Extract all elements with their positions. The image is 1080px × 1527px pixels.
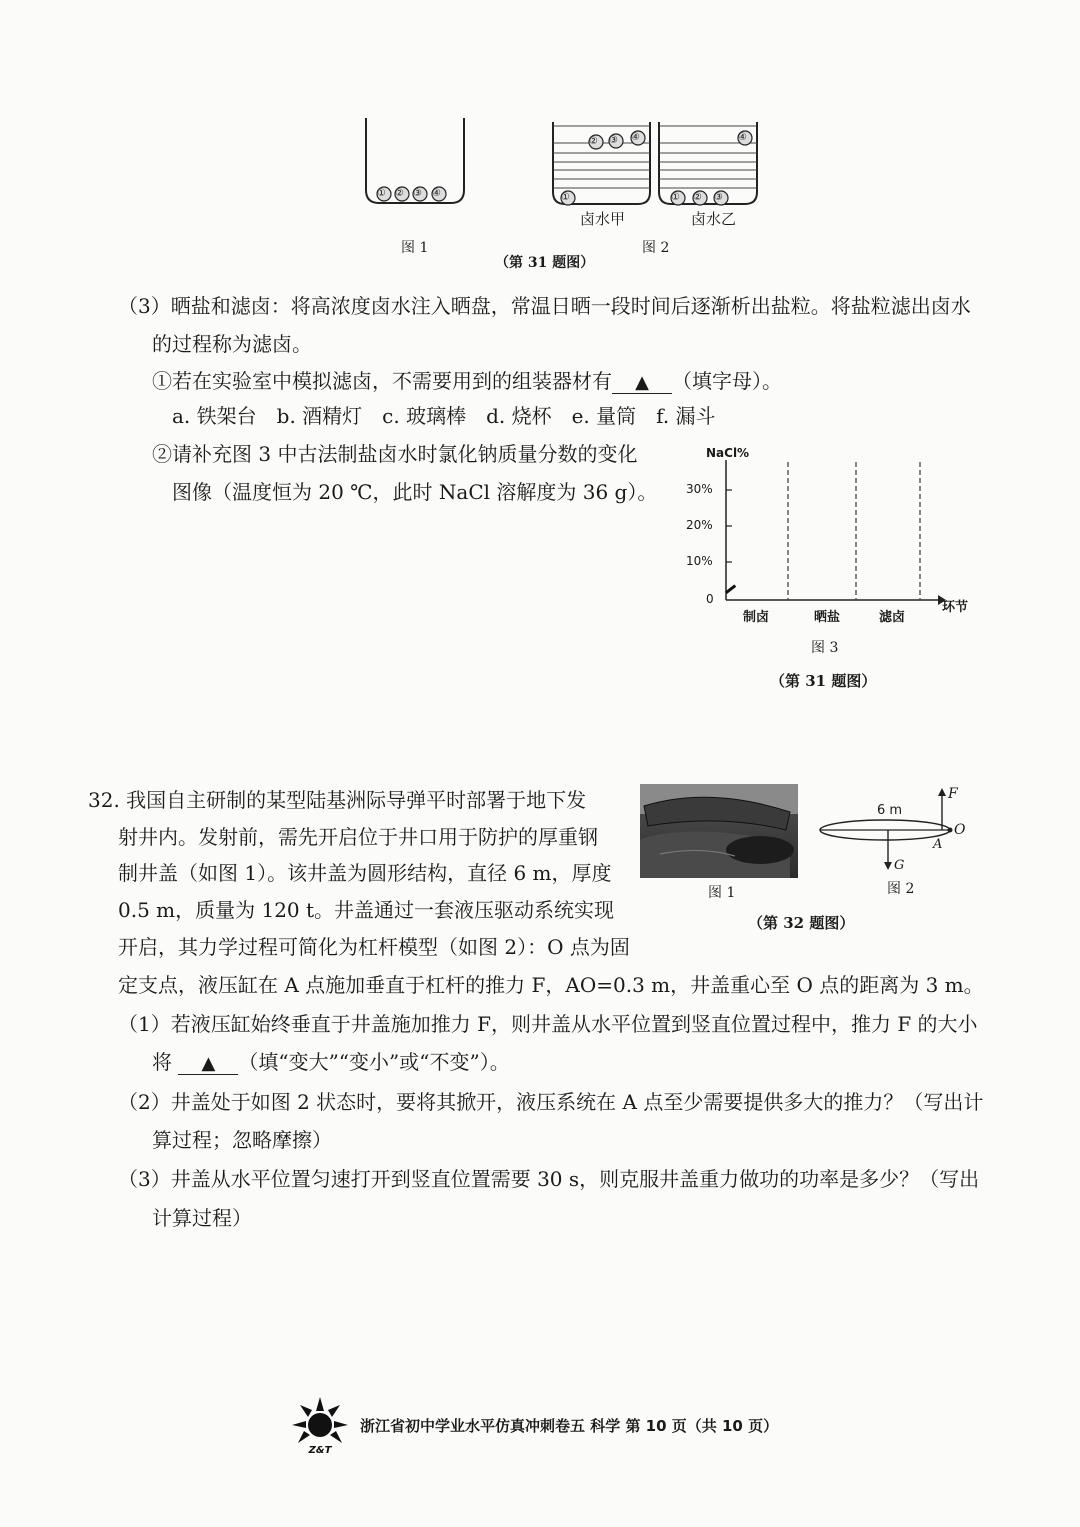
q31-3-sub2-line1: ②请补充图 3 中古法制盐卤水时氯化钠质量分数的变化 bbox=[152, 442, 638, 466]
q32-line4: 0.5 m，质量为 120 t。井盖通过一套液压驱动系统实现 bbox=[118, 898, 615, 922]
ball-label: ② bbox=[395, 188, 404, 199]
chart-xlabel: 环节 bbox=[942, 600, 969, 615]
lever-O-label: O bbox=[954, 822, 966, 838]
y-tick-label: 30% bbox=[686, 482, 713, 496]
q32-part2-line1: （2）井盖处于如图 2 状态时，要将其掀开，液压系统在 A 点至少需要提供多大的推力？（写出计 bbox=[118, 1090, 984, 1114]
ball-label: ① bbox=[377, 188, 386, 199]
ball-label: ④ bbox=[432, 188, 441, 199]
svg-text:Z&T: Z&T bbox=[308, 1445, 332, 1456]
pivot-O bbox=[948, 828, 953, 833]
q32-part3-line2: 计算过程） bbox=[152, 1206, 252, 1230]
ball-label: ③ bbox=[609, 135, 618, 146]
ball-label: ④ bbox=[631, 132, 640, 143]
y-tick-label: 0 bbox=[706, 592, 714, 606]
q32-caption: （第 32 题图） bbox=[748, 914, 855, 932]
lever-length-label: 6 m bbox=[877, 803, 903, 818]
lever-F-label: F bbox=[948, 786, 958, 802]
y-tick-label: 20% bbox=[686, 518, 713, 532]
fig31-fig2-label: 图 2 bbox=[642, 240, 670, 256]
fig31-caption-2: （第 31 题图） bbox=[770, 672, 877, 690]
q32-line3: 制井盖（如图 1）。该井盖为圆形结构，直径 6 m，厚度 bbox=[118, 861, 612, 885]
q31-3-intro-line2: 的过程称为滤卤。 bbox=[152, 332, 312, 356]
answer-blank[interactable]: ▲ bbox=[178, 1054, 238, 1075]
publisher-logo bbox=[290, 1395, 350, 1457]
q32-part2-line2: 算过程；忽略摩擦） bbox=[152, 1128, 332, 1152]
data-line-segment bbox=[726, 586, 735, 593]
fig3-chart bbox=[680, 440, 980, 630]
q32-part1-line1: （1）若液压缸始终垂直于井盖施加推力 F，则井盖从水平位置到竖直位置过程中，推力 F 的大小 bbox=[118, 1012, 978, 1036]
q32-part3-line1: （3）井盖从水平位置匀速打开到竖直位置需要 30 s，则克服井盖重力做功的功率是多少？（写出 bbox=[118, 1167, 980, 1191]
q32-part1-hint: （填“变大”“变小”或“不变”）。 bbox=[238, 1050, 510, 1074]
ball-label: ② bbox=[589, 136, 598, 147]
x-category-label: 滤卤 bbox=[879, 610, 906, 625]
ball-label: ③ bbox=[413, 188, 422, 199]
q32-part1-line2 bbox=[152, 1050, 510, 1075]
ball-label: ① bbox=[561, 192, 570, 203]
silo-cover-photo bbox=[640, 784, 798, 878]
q32-line1: 32. 我国自主研制的某型陆基洲际导弹平时部署于地下发 bbox=[88, 788, 587, 812]
y-tick-label: 10% bbox=[686, 554, 713, 568]
q32-line6: 定支点，液压缸在 A 点施加垂直于杠杆的推力 F，AO=0.3 m，井盖重心至 O 点的距离为 3 m。 bbox=[118, 973, 984, 997]
ball-label: ③ bbox=[714, 192, 723, 203]
fig3-label: 图 3 bbox=[811, 640, 839, 656]
q31-3-sub2-line2: 图像（温度恒为 20 ℃，此时 NaCl 溶解度为 36 g）。 bbox=[172, 480, 658, 504]
q32-fig1-label: 图 1 bbox=[708, 885, 736, 901]
x-category-label: 晒盐 bbox=[814, 610, 841, 625]
q31-3-options: a. 铁架台 b. 酒精灯 c. 玻璃棒 d. 烧杯 e. 量筒 f. 漏斗 bbox=[172, 404, 716, 428]
fig31-caption: （第 31 题图） bbox=[495, 255, 595, 271]
q32-part1-prefix: 将 bbox=[152, 1050, 172, 1074]
footer-text: 浙江省初中学业水平仿真冲刺卷五 科学 第 10 页（共 10 页） bbox=[360, 1417, 779, 1435]
q31-3-sub1-hint: （填字母）。 bbox=[672, 369, 782, 393]
q31-3-intro-line1: （3）晒盐和滤卤：将高浓度卤水注入晒盘，常温日晒一段时间后逐渐析出盐粒。将盐粒滤出卤水 bbox=[118, 294, 971, 318]
brine-a-label: 卤水甲 bbox=[580, 210, 626, 228]
q32-fig2-label: 图 2 bbox=[887, 881, 915, 897]
lever-G-label: G bbox=[894, 858, 905, 873]
lever-A-label: A bbox=[933, 837, 943, 852]
chart-ylabel: NaCl% bbox=[706, 446, 750, 460]
ball-label: ① bbox=[671, 192, 680, 203]
fig31-fig1-label: 图 1 bbox=[401, 240, 429, 256]
ball-label: ② bbox=[693, 192, 702, 203]
q32-line5: 开启，其力学过程可简化为杠杆模型（如图 2）：O 点为固 bbox=[118, 935, 630, 959]
brine-b-label: 卤水乙 bbox=[691, 210, 737, 228]
q31-3-sub1-text: ①若在实验室中模拟滤卤，不需要用到的组装器材有 bbox=[152, 369, 612, 393]
q31-3-sub1 bbox=[152, 369, 782, 394]
q32-line2: 射井内。发射前，需先开启位于井口用于防护的厚重钢 bbox=[118, 825, 598, 849]
answer-blank[interactable]: ▲ bbox=[612, 373, 672, 394]
x-category-label: 制卤 bbox=[743, 610, 770, 625]
ball-label: ④ bbox=[738, 132, 747, 143]
